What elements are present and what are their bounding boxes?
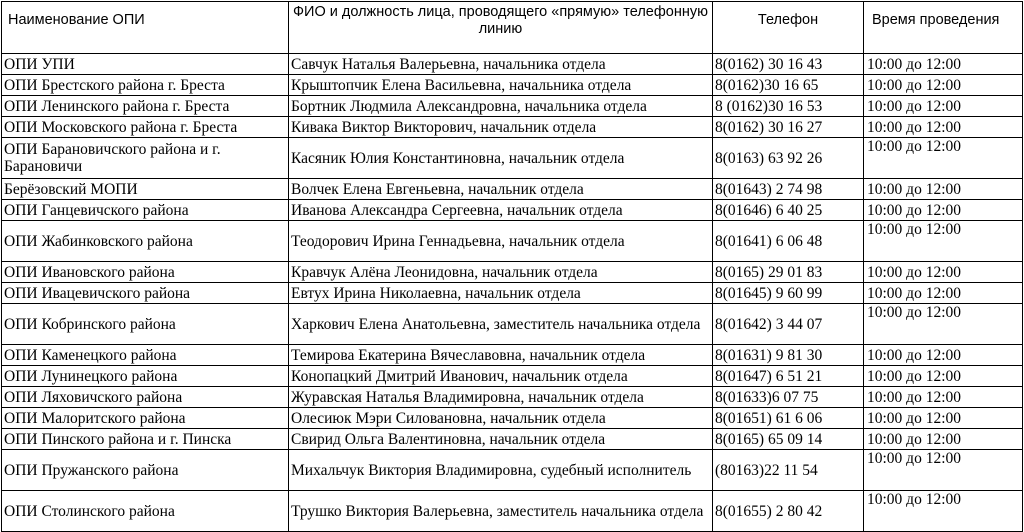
cell-person: Евтух Ирина Николаевна, начальник отдела — [289, 283, 713, 304]
cell-phone: 8(0162) 30 16 43 — [713, 54, 864, 75]
cell-time: 10:00 до 12:00 — [864, 138, 1023, 179]
table-row — [2, 345, 1023, 366]
table-row — [2, 304, 1023, 345]
cell-time: 10:00 до 12:00 — [864, 54, 1023, 75]
cell-opi-name: ОПИ Пружанского района — [2, 450, 289, 491]
cell-person: Темирова Екатерина Вячеславовна, начальник отдела — [289, 345, 713, 366]
cell-opi-name: ОПИ Столинского района — [2, 491, 289, 532]
cell-time: 10:00 до 12:00 — [864, 408, 1023, 429]
cell-time: 10:00 до 12:00 — [864, 283, 1023, 304]
table-row — [2, 491, 1023, 532]
table-row — [2, 96, 1023, 117]
cell-opi-name: ОПИ Лунинецкого района — [2, 366, 289, 387]
cell-time: 10:00 до 12:00 — [864, 75, 1023, 96]
schedule-table — [1, 1, 1023, 532]
cell-time: 10:00 до 12:00 — [864, 96, 1023, 117]
cell-time: 10:00 до 12:00 — [864, 366, 1023, 387]
cell-opi-name: ОПИ Барановичского района и г. Барановичи — [2, 138, 289, 179]
cell-phone: 8 (0162)30 16 53 — [713, 96, 864, 117]
table-row — [2, 117, 1023, 138]
cell-person: Свирид Ольга Валентиновна, начальник отдела — [289, 429, 713, 450]
header-name: Наименование ОПИ — [2, 2, 289, 54]
cell-opi-name: ОПИ Ленинского района г. Бреста — [2, 96, 289, 117]
table-row — [2, 450, 1023, 491]
cell-person: Крыштопчик Елена Васильевна, начальника отдела — [289, 75, 713, 96]
cell-phone: 8(01655) 2 80 42 — [713, 491, 864, 532]
cell-person: Иванова Александра Сергеевна, начальник отдела — [289, 200, 713, 221]
header-phone: Телефон — [713, 2, 864, 54]
table-row — [2, 366, 1023, 387]
table-row — [2, 387, 1023, 408]
table-row — [2, 138, 1023, 179]
cell-phone: 8(0165) 65 09 14 — [713, 429, 864, 450]
cell-phone: 8(0162)30 16 65 — [713, 75, 864, 96]
cell-time: 10:00 до 12:00 — [864, 429, 1023, 450]
cell-time: 10:00 до 12:00 — [864, 450, 1023, 491]
cell-phone: 8(0162) 30 16 27 — [713, 117, 864, 138]
cell-opi-name: ОПИ Московского района г. Бреста — [2, 117, 289, 138]
cell-phone: 8(01642) 3 44 07 — [713, 304, 864, 345]
cell-time: 10:00 до 12:00 — [864, 179, 1023, 200]
cell-opi-name: ОПИ Каменецкого района — [2, 345, 289, 366]
cell-phone: 8(01651) 61 6 06 — [713, 408, 864, 429]
cell-person: Кивака Виктор Викторович, начальник отдела — [289, 117, 713, 138]
cell-time: 10:00 до 12:00 — [864, 200, 1023, 221]
cell-opi-name: Берёзовский МОПИ — [2, 179, 289, 200]
cell-phone: (80163)22 11 54 — [713, 450, 864, 491]
cell-person: Харкович Елена Анатольевна, заместитель начальника отдела — [289, 304, 713, 345]
cell-time: 10:00 до 12:00 — [864, 262, 1023, 283]
cell-phone: 8(01645) 9 60 99 — [713, 283, 864, 304]
cell-person: Олесиюк Мэри Силовановна, начальник отдела — [289, 408, 713, 429]
cell-opi-name: ОПИ Жабинковского района — [2, 221, 289, 262]
cell-phone: 8(01631) 9 81 30 — [713, 345, 864, 366]
cell-phone: 8(0163) 63 92 26 — [713, 138, 864, 179]
table-row — [2, 262, 1023, 283]
table-row — [2, 54, 1023, 75]
cell-phone: 8(0165) 29 01 83 — [713, 262, 864, 283]
cell-person: Журавская Наталья Владимировна, начальник отдела — [289, 387, 713, 408]
cell-person: Савчук Наталья Валерьевна, начальника отдела — [289, 54, 713, 75]
cell-time: 10:00 до 12:00 — [864, 304, 1023, 345]
table-row — [2, 221, 1023, 262]
cell-person: Бортник Людмила Александровна, начальника отдела — [289, 96, 713, 117]
cell-opi-name: ОПИ УПИ — [2, 54, 289, 75]
cell-time: 10:00 до 12:00 — [864, 387, 1023, 408]
cell-time: 10:00 до 12:00 — [864, 117, 1023, 138]
cell-person: Касяник Юлия Константиновна, начальник отдела — [289, 138, 713, 179]
cell-opi-name: ОПИ Пинского района и г. Пинска — [2, 429, 289, 450]
cell-opi-name: ОПИ Ляховичского района — [2, 387, 289, 408]
cell-person: Трушко Виктория Валерьевна, заместитель начальника отдела — [289, 491, 713, 532]
cell-time: 10:00 до 12:00 — [864, 491, 1023, 532]
cell-opi-name: ОПИ Кобринского района — [2, 304, 289, 345]
table-header-row — [2, 2, 1023, 54]
cell-person: Волчек Елена Евгеньевна, начальник отдела — [289, 179, 713, 200]
cell-opi-name: ОПИ Ивановского района — [2, 262, 289, 283]
header-time: Время проведения — [864, 2, 1023, 54]
cell-opi-name: ОПИ Брестского района г. Бреста — [2, 75, 289, 96]
table-row — [2, 75, 1023, 96]
cell-opi-name: ОПИ Малоритского района — [2, 408, 289, 429]
header-person: ФИО и должность лица, проводящего «прямую» телефонную линию — [289, 2, 713, 54]
cell-phone: 8(01641) 6 06 48 — [713, 221, 864, 262]
table-row — [2, 200, 1023, 221]
cell-phone: 8(01647) 6 51 21 — [713, 366, 864, 387]
cell-person: Конопацкий Дмитрий Иванович, начальник отдела — [289, 366, 713, 387]
table-row — [2, 283, 1023, 304]
cell-phone: 8(01633)6 07 75 — [713, 387, 864, 408]
cell-person: Кравчук Алёна Леонидовна, начальник отдела — [289, 262, 713, 283]
table-row — [2, 429, 1023, 450]
table-body — [2, 54, 1023, 532]
cell-person: Теодорович Ирина Геннадьевна, начальник отдела — [289, 221, 713, 262]
table-row — [2, 408, 1023, 429]
cell-person: Михальчук Виктория Владимировна, судебный исполнитель — [289, 450, 713, 491]
cell-opi-name: ОПИ Ганцевичского района — [2, 200, 289, 221]
cell-phone: 8(01646) 6 40 25 — [713, 200, 864, 221]
cell-time: 10:00 до 12:00 — [864, 221, 1023, 262]
table-row — [2, 179, 1023, 200]
cell-time: 10:00 до 12:00 — [864, 345, 1023, 366]
cell-opi-name: ОПИ Ивацевичского района — [2, 283, 289, 304]
cell-phone: 8(01643) 2 74 98 — [713, 179, 864, 200]
